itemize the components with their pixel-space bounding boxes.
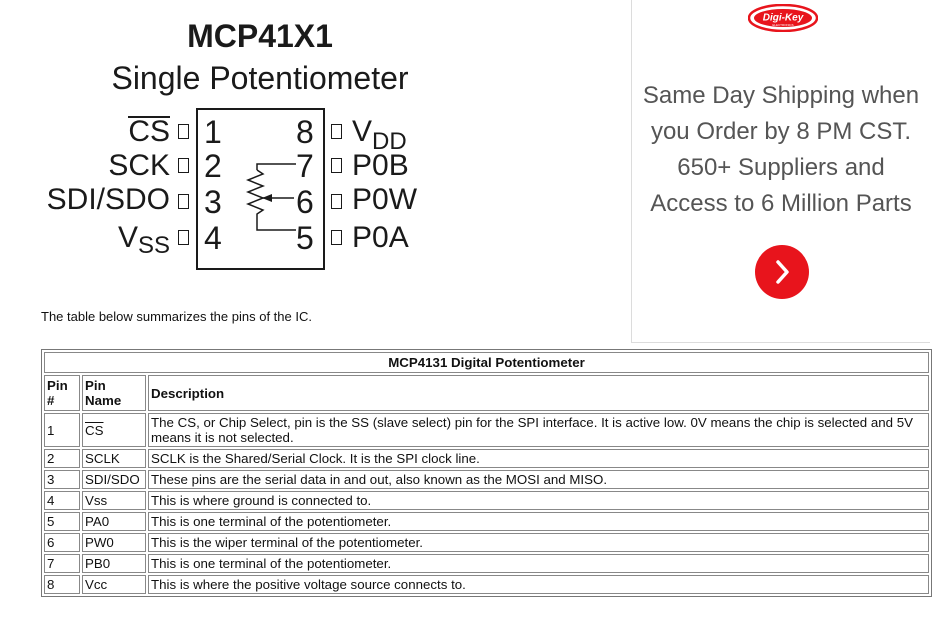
pin-label-cs: CS [128,115,170,148]
pin-number-8: 8 [296,114,314,150]
pin-label-vdd: $V_{DD}$ [352,115,407,155]
cell-pin: 3 [44,470,80,489]
chip-title: MCP41X1 [187,18,333,54]
pin-label-sck: SCK [108,149,170,182]
intro-text: The table below summarizes the pins of the IC. [41,309,312,324]
pin-label-sdi-sdo: SDI/SDO [46,183,170,216]
cell-desc: This is where the positive voltage source connects to. [148,575,929,594]
pin-stub-8 [331,124,342,139]
cell-pin: 5 [44,512,80,531]
cell-pin: 6 [44,533,80,552]
cell-name: PW0 [82,533,146,552]
digikey-ad[interactable] [631,0,930,343]
pin-number-7: 7 [296,148,314,184]
cell-name: Vcc [82,575,146,594]
pin-stub-2 [178,158,189,173]
table-caption: MCP4131 Digital Potentiometer [44,352,929,373]
table-row [44,491,929,510]
cell-pin: 1 [44,413,80,447]
cell-desc: These pins are the serial data in and out, also known as the MOSI and MISO. [148,470,929,489]
cell-desc: This is one terminal of the potentiometer. [148,554,929,573]
svg-text:ELECTRONICS: ELECTRONICS [772,23,794,27]
pin-label-p0b: P0B [352,149,409,182]
pin-number-1: 1 [204,114,222,150]
chevron-right-icon [755,245,809,299]
table-row [44,512,929,531]
cell-pin: 2 [44,449,80,468]
ad-line: Access to 6 Million Parts [650,190,912,217]
cell-desc: The CS, or Chip Select, pin is the SS (slave select) pin for the SPI interface. It is active low. 0V means the chip is selected and 5V means it is not selected. [148,413,929,447]
cell-name: PA0 [82,512,146,531]
pin-number-5: 5 [296,220,314,256]
pin-stub-4 [178,230,189,245]
pin-stub-5 [331,230,342,245]
pin-number-4: 4 [204,220,222,256]
svg-text:Digi-Key: Digi-Key [762,12,804,24]
pin-number-6: 6 [296,184,314,220]
chip-subtitle: Single Potentiometer [111,60,409,96]
potentiometer-symbol [236,150,300,240]
ad-go-button[interactable] [755,245,809,299]
cell-pin: 8 [44,575,80,594]
header-pin-name: Pin Name [82,375,146,411]
cell-pin: 4 [44,491,80,510]
header-pin: Pin # [44,375,80,411]
pin-table [41,349,932,597]
table-row [44,470,929,489]
cell-name: PB0 [82,554,146,573]
ad-text[interactable] [632,78,930,222]
pin-number-3: 3 [204,184,222,220]
header-description: Description [148,375,929,411]
pinout-diagram [0,0,630,300]
ad-line: you Order by 8 PM CST. [650,118,912,145]
cell-desc: This is the wiper terminal of the potentiometer. [148,533,929,552]
pin-stub-7 [331,158,342,173]
cell-name: Vss [82,491,146,510]
pin-stub-1 [178,124,189,139]
table-row [44,449,929,468]
cell-desc: This is where ground is connected to. [148,491,929,510]
pin-label-vss: $V_{SS}$ [117,221,170,259]
digikey-logo[interactable] [748,4,818,32]
cell-desc: SCLK is the Shared/Serial Clock. It is the SPI clock line. [148,449,929,468]
table-row [44,413,929,447]
pin-stub-3 [178,194,189,209]
cell-name: SCLK [82,449,146,468]
cell-name: SDI/SDO [82,470,146,489]
ad-line: Same Day Shipping when [642,82,920,109]
cell-desc: This is one terminal of the potentiometer. [148,512,929,531]
cell-name: $\overline{CS}$ [82,413,146,447]
pin-number-2: 2 [204,148,222,184]
cell-pin: 7 [44,554,80,573]
pin-table-wrapper [41,349,932,597]
pin-label-p0a: P0A [352,221,409,254]
ad-line: 650+ Suppliers and [677,154,885,181]
table-row [44,554,929,573]
pin-stub-6 [331,194,342,209]
table-row [44,533,929,552]
pin-label-p0w: P0W [352,183,418,216]
table-row [44,575,929,594]
